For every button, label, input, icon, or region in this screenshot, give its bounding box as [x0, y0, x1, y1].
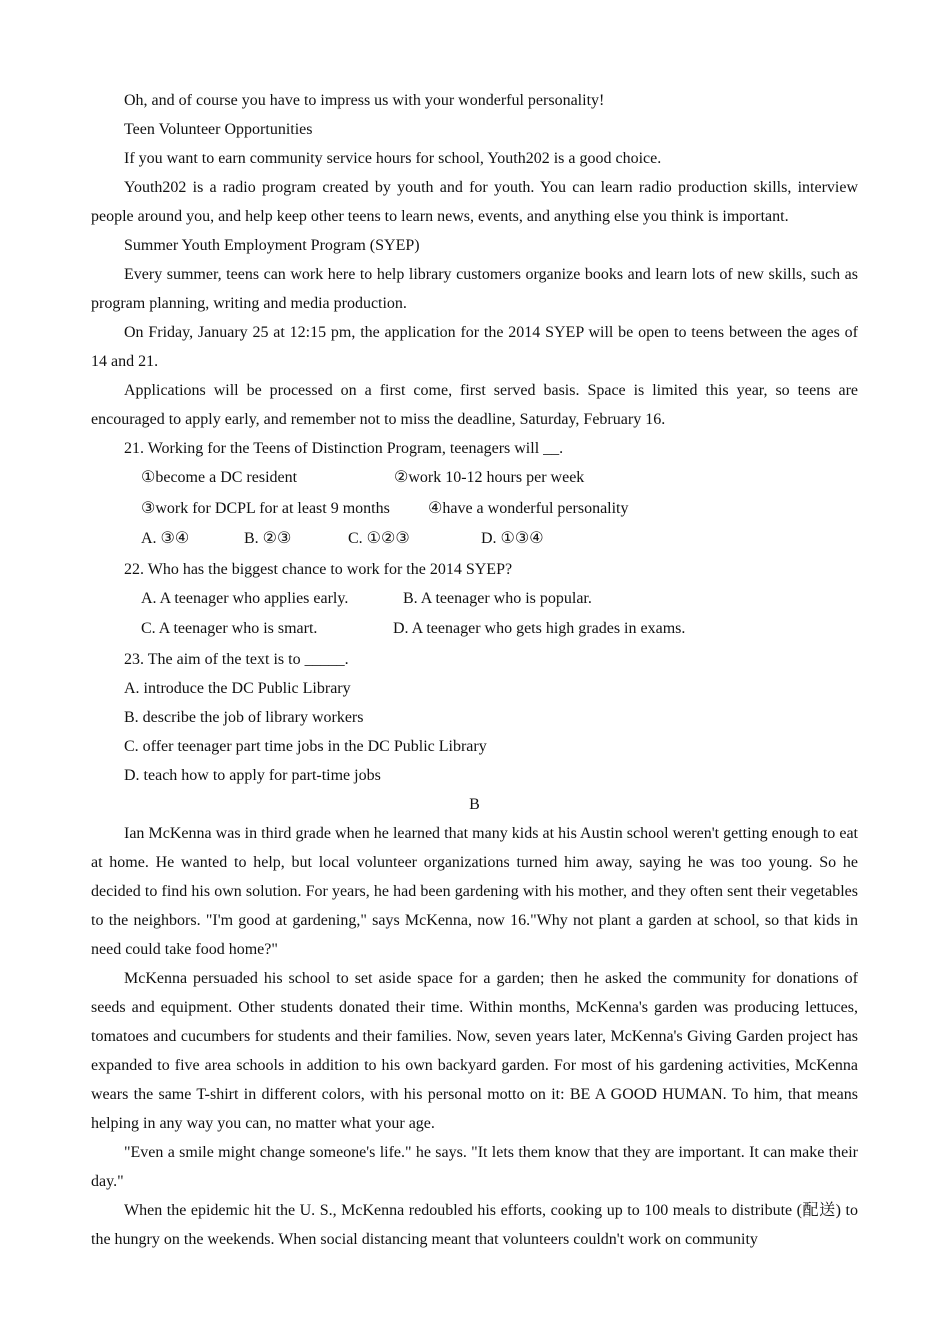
- question-22-options: [91, 584, 858, 615]
- paragraph: If you want to earn community service hours for school, Youth202 is a good choice.: [124, 150, 662, 167]
- question-22-stem: 22. Who has the biggest chance to work for the 2014 SYEP?: [124, 560, 513, 578]
- option-c: C. A teenager who is smart.: [141, 620, 318, 637]
- paragraph: On Friday, January 25 at 12:15 pm, the application for the 2014 SYEP will be open to teens between the ages of 14 and 21.: [91, 324, 858, 370]
- question-23-option-c: C. offer teenager part time jobs in the DC Public Library: [124, 737, 487, 755]
- section-heading-teen-volunteer: Teen Volunteer Opportunities: [124, 121, 313, 138]
- option-d: D. A teenager who gets high grades in exams.: [393, 620, 686, 637]
- option-a: A. ③④: [141, 530, 190, 547]
- paragraph: Oh, and of course you have to impress us with your wonderful personality!: [124, 92, 605, 109]
- option-b: B. ②③: [244, 530, 292, 547]
- option-a: A. A teenager who applies early.: [141, 589, 349, 607]
- option-c: C. ①②③: [348, 530, 410, 547]
- question-21-items: [91, 494, 858, 525]
- question-21-stem: 21. Working for the Teens of Distinction Program, teenagers will __.: [124, 440, 564, 457]
- question-23-option-d: D. teach how to apply for part-time jobs: [124, 766, 381, 784]
- question-23-option-a: A. introduce the DC Public Library: [124, 679, 351, 697]
- paragraph: Every summer, teens can work here to help library customers organize books and learn lots of new skills, such as program planning, writing and media production.: [91, 266, 858, 312]
- question-23-stem: 23. The aim of the text is to _____.: [124, 650, 349, 668]
- item-4: ④have a wonderful personality: [428, 499, 629, 517]
- paragraph: Youth202 is a radio program created by youth and for youth. You can learn radio production skills, interview people around you, and help keep other teens to learn news, events, and anything else you think is important.: [91, 179, 858, 225]
- option-b: B. A teenager who is popular.: [403, 589, 592, 607]
- item-3: ③work for DCPL for at least 9 months: [141, 499, 390, 517]
- section-heading-syep: Summer Youth Employment Program (SYEP): [124, 237, 420, 254]
- question-22-options: [91, 614, 858, 645]
- item-2: ②work 10-12 hours per week: [394, 469, 585, 486]
- paragraph: "Even a smile might change someone's life." he says. "It lets them know that they are important. It can make their day.": [91, 1143, 858, 1190]
- question-23-option-b: B. describe the job of library workers: [124, 708, 364, 726]
- item-1: ①become a DC resident: [141, 469, 298, 486]
- option-d: D. ①③④: [481, 530, 544, 547]
- paragraph: Ian McKenna was in third grade when he learned that many kids at his Austin school weren't getting enough to eat at home. He wanted to help, but local volunteer organizations turned him away, saying he was too young. So he decided to find his own solution. For years, he had been gardening with his mother, and they often sent their vegetables to the neighbors. "I'm good at gardening," says McKenna, now 16."Why not plant a garden at school, so that kids in need could take food home?": [91, 824, 858, 958]
- section-b-heading: B: [469, 795, 480, 813]
- question-21-options: [91, 524, 858, 555]
- paragraph: Applications will be processed on a first come, first served basis. Space is limited this year, so teens are encouraged to apply early, and remember not to miss the deadline, Saturday, February 16.: [91, 382, 858, 428]
- paragraph: When the epidemic hit the U. S., McKenna redoubled his efforts, cooking up to 100 meals to distribute (配送) to the hungry on the weekends. When social distancing meant that volunteers couldn't work on community: [91, 1201, 858, 1248]
- page-content: [91, 86, 858, 1254]
- question-21-items: [91, 463, 858, 494]
- paragraph: McKenna persuaded his school to set aside space for a garden; then he asked the community for donations of seeds and equipment. Other students donated their time. Within months, McKenna's garden was producing lettuces, tomatoes and cucumbers for students and their families. Now, seven years later, McKenna's Giving Garden project has expanded to five area schools in addition to his own backyard garden. For most of his gardening activities, McKenna wears the same T-shirt in different colors, with his personal motto on it: BE A GOOD HUMAN. To him, that means helping in any way you can, no matter what your age.: [91, 969, 858, 1132]
